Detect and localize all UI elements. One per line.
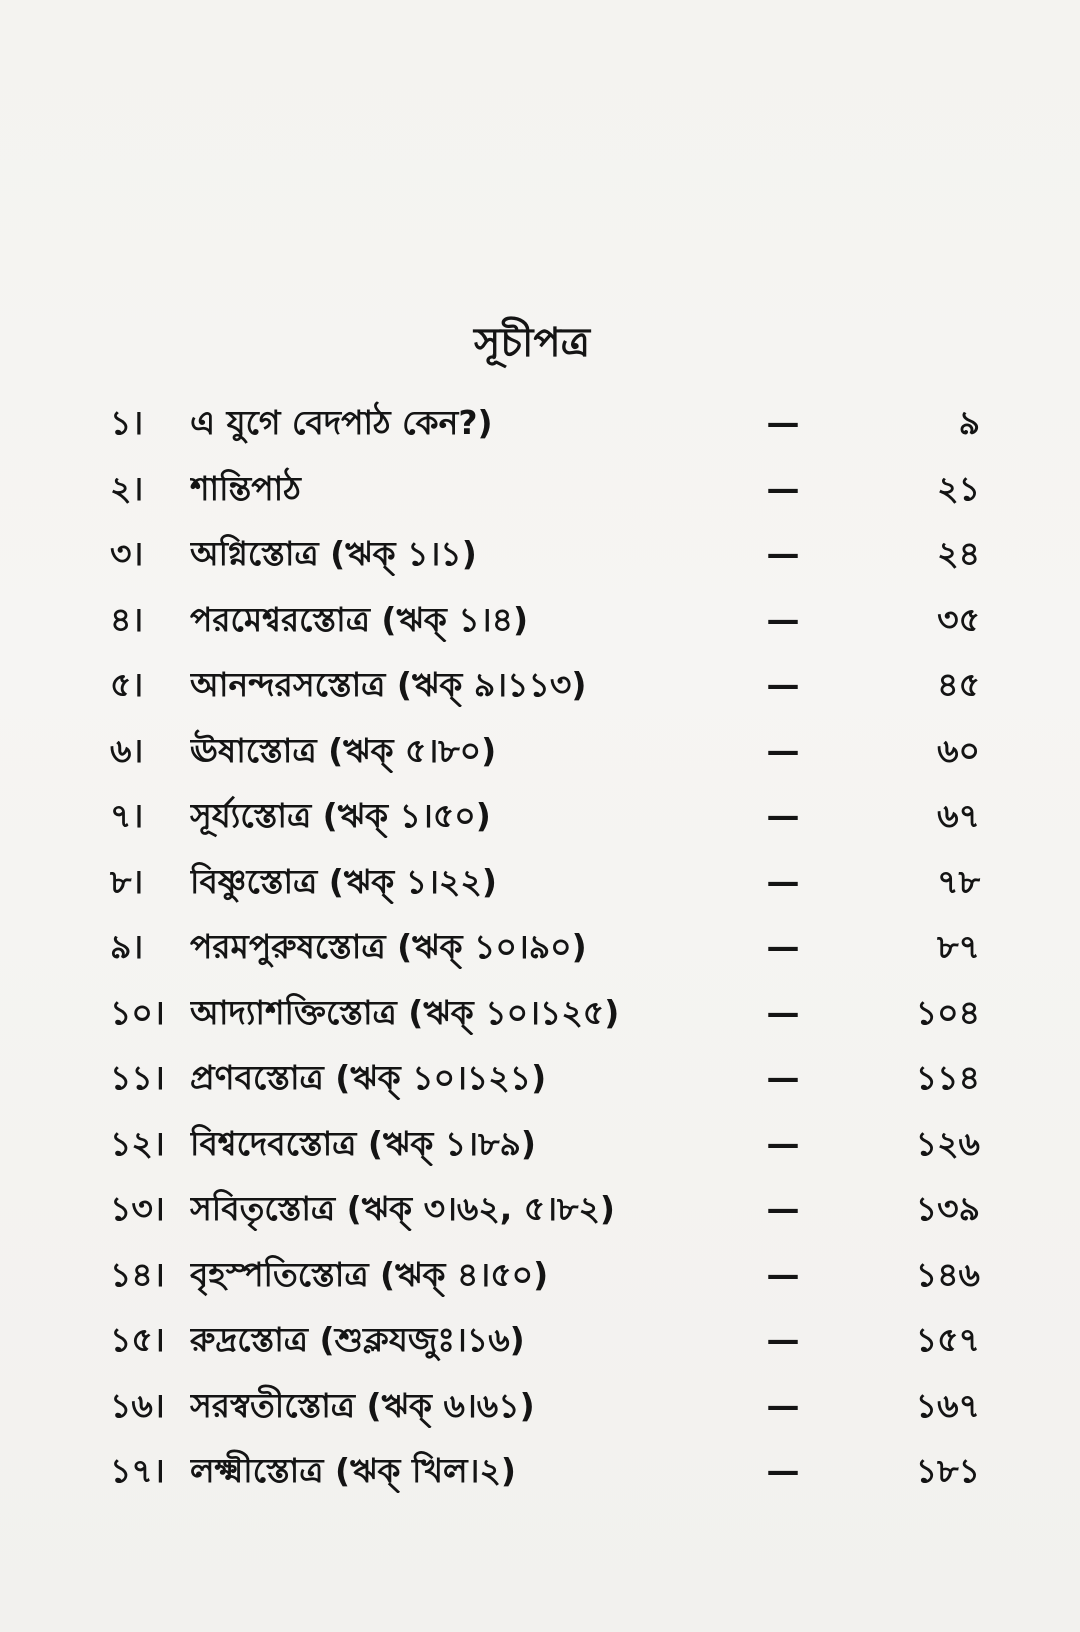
toc-entry <box>0 1449 1080 1515</box>
entry-number: ৬। <box>110 730 144 770</box>
entry-number: ১১। <box>110 1058 165 1097</box>
entry-title: সূর্য্যস্তোত্র (ঋক্ ১।৫০) <box>190 796 491 835</box>
entry-page-number: ১০৪ <box>915 992 980 1032</box>
entry-dash: — <box>766 534 800 573</box>
toc-entry <box>0 860 1080 926</box>
entry-page-number: ১৫৭ <box>915 1320 980 1359</box>
entry-dash: — <box>766 403 800 442</box>
entry-title: ঊষাস্তোত্র (ঋক্ ৫।৮০) <box>190 730 497 770</box>
entry-dash: — <box>766 1385 800 1425</box>
entry-title: রুদ্রস্তোত্র (শুক্লযজুঃ।১৬) <box>190 1320 525 1359</box>
toc-entry <box>0 663 1080 729</box>
entry-number: ৪। <box>110 599 144 639</box>
entry-page-number: ১৬৭ <box>915 1385 980 1425</box>
entry-page-number: ৬৭ <box>937 796 980 835</box>
entry-number: ৩। <box>110 534 144 573</box>
entry-number: ৫। <box>110 665 144 704</box>
toc-entry <box>0 467 1080 533</box>
toc-entry <box>0 598 1080 664</box>
entry-dash: — <box>766 1058 800 1097</box>
entry-dash: — <box>766 1320 800 1359</box>
entry-title: আনন্দরসস্তোত্র (ঋক্ ৯।১১৩) <box>190 665 587 704</box>
entry-page-number: ৯ <box>958 403 980 442</box>
entry-dash: — <box>766 927 800 966</box>
entry-title: প্রণবস্তোত্র (ঋক্ ১০।১২১) <box>190 1058 547 1097</box>
entry-dash: — <box>766 861 800 901</box>
entry-dash: — <box>766 992 800 1032</box>
entry-title: পরমেশ্বরস্তোত্র (ঋক্ ১।৪) <box>190 599 529 639</box>
entry-number: ২। <box>110 468 144 508</box>
entry-number: ১৪। <box>110 1254 165 1294</box>
entry-number: ১৫। <box>110 1320 165 1359</box>
toc-entry <box>0 729 1080 795</box>
entry-title: বিশ্বদেবস্তোত্র (ঋক্ ১।৮৯) <box>190 1123 536 1163</box>
entry-page-number: ২১ <box>937 468 980 508</box>
entry-title: এ যুগে বেদপাঠ কেন?) <box>190 403 493 442</box>
entry-title: সবিতৃস্তোত্র (ঋক্ ৩।৬২, ৫।৮২) <box>190 1189 615 1228</box>
toc-entry <box>0 1318 1080 1384</box>
page-title: সূচীপত্র <box>474 320 590 366</box>
entry-title: পরমপুরুষস্তোত্র (ঋক্ ১০।৯০) <box>190 927 587 966</box>
toc-entry <box>0 1056 1080 1122</box>
entry-number: ৭। <box>110 796 144 835</box>
entry-title: বৃহস্পতিস্তোত্র (ঋক্ ৪।৫০) <box>190 1254 549 1294</box>
entry-page-number: ১৪৬ <box>915 1254 980 1294</box>
toc-entry <box>0 401 1080 467</box>
entry-number: ১। <box>110 403 144 442</box>
entry-title: লক্ষ্মীস্তোত্র (ঋক্ খিল।২) <box>190 1451 516 1490</box>
entry-page-number: ৬০ <box>937 730 980 770</box>
entry-title: আদ্যাশক্তিস্তোত্র (ঋক্ ১০।১২৫) <box>190 992 620 1032</box>
toc-entry <box>0 532 1080 598</box>
entry-page-number: ৮৭ <box>937 927 980 966</box>
toc-entry <box>0 991 1080 1057</box>
entry-dash: — <box>766 468 800 508</box>
entry-page-number: ৭৮ <box>937 861 980 901</box>
entry-page-number: ২৪ <box>937 534 980 573</box>
entry-dash: — <box>766 1123 800 1163</box>
toc-entry <box>0 925 1080 991</box>
toc-entry <box>0 1384 1080 1450</box>
entry-dash: — <box>766 730 800 770</box>
entry-dash: — <box>766 1451 800 1490</box>
entry-number: ৯। <box>110 927 144 966</box>
entry-dash: — <box>766 796 800 835</box>
entry-number: ১০। <box>110 992 165 1032</box>
entry-number: ১২। <box>110 1123 165 1163</box>
entry-page-number: ১৮১ <box>915 1451 980 1490</box>
entry-title: সরস্বতীস্তোত্র (ঋক্ ৬।৬১) <box>190 1385 535 1425</box>
entry-page-number: ৩৫ <box>937 599 980 639</box>
entry-dash: — <box>766 665 800 704</box>
toc-entry <box>0 1122 1080 1188</box>
entry-page-number: ১২৬ <box>915 1123 980 1163</box>
entry-page-number: ১৩৯ <box>915 1189 980 1228</box>
table-of-contents <box>0 401 1080 1515</box>
entry-dash: — <box>766 1254 800 1294</box>
entry-dash: — <box>766 1189 800 1228</box>
entry-number: ১৩। <box>110 1189 165 1228</box>
entry-title: বিষ্ণুস্তোত্র (ঋক্ ১।২২) <box>190 861 497 901</box>
toc-entry <box>0 794 1080 860</box>
entry-number: ৮। <box>110 861 144 901</box>
entry-page-number: ৪৫ <box>937 665 980 704</box>
entry-dash: — <box>766 599 800 639</box>
entry-title: অগ্নিস্তোত্র (ঋক্ ১।১) <box>190 534 477 573</box>
entry-page-number: ১১৪ <box>915 1058 980 1097</box>
entry-number: ১৬। <box>110 1385 165 1425</box>
entry-number: ১৭। <box>110 1451 165 1490</box>
toc-entry <box>0 1187 1080 1253</box>
toc-entry <box>0 1253 1080 1319</box>
entry-title: শান্তিপাঠ <box>190 468 301 508</box>
